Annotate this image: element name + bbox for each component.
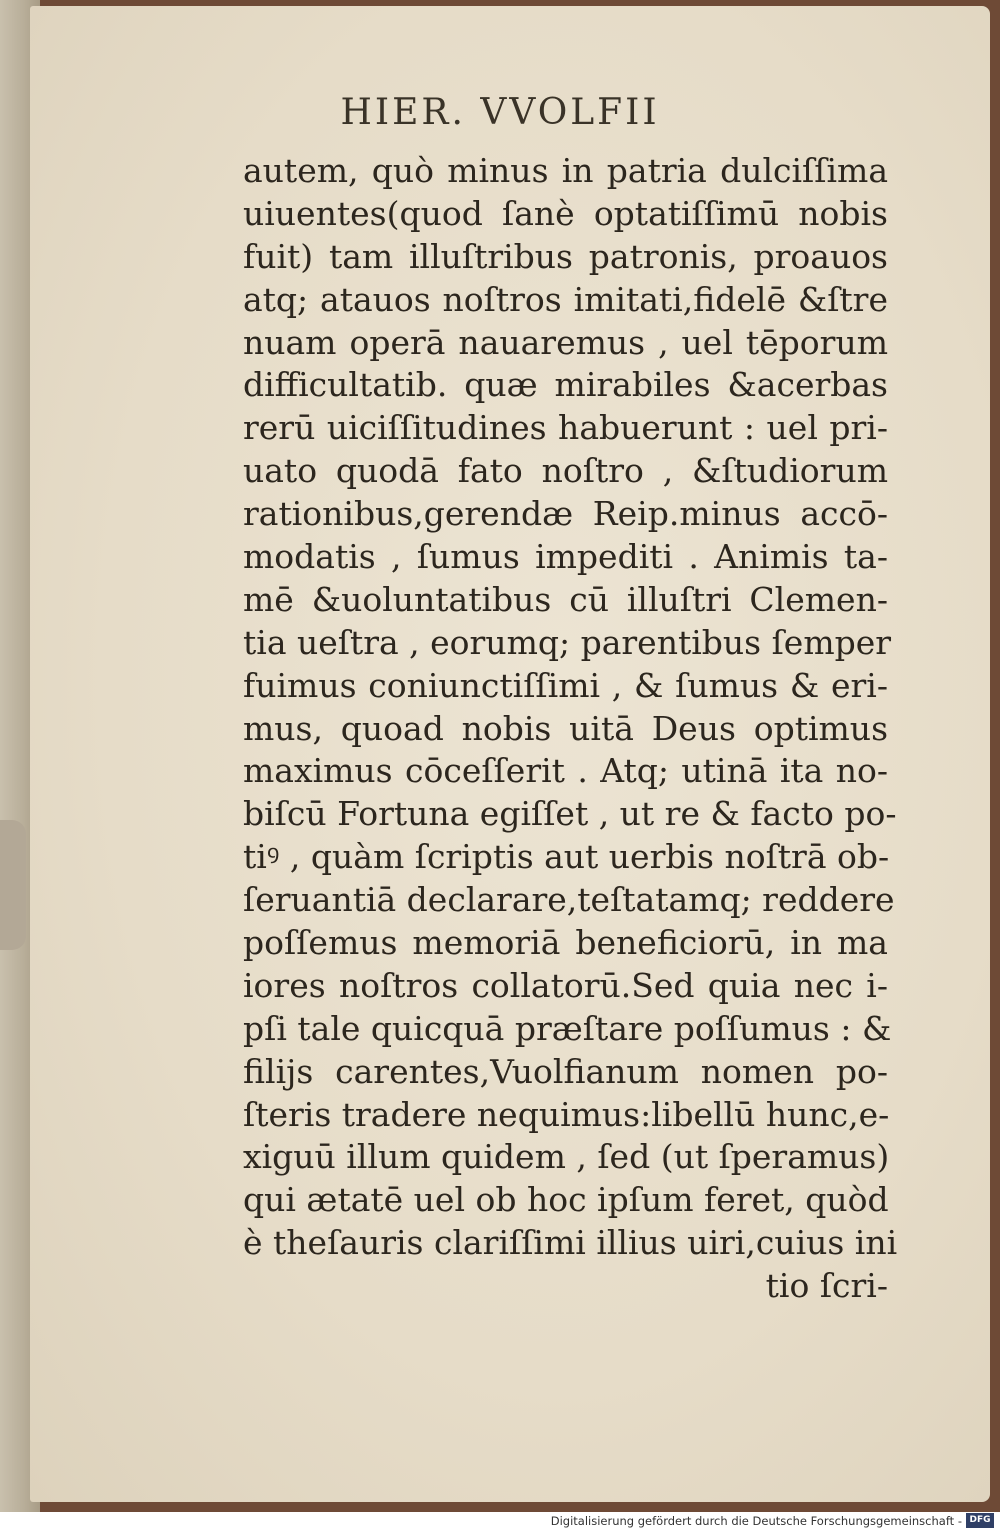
text-line: uiuentes(quod ſanè optatiſſimū nobis (243, 193, 888, 233)
text-line: fuimus coniunctiſſimi , & ſumus & eri- (243, 665, 888, 705)
text-line: mus, quoad nobis uitā Deus optimus (243, 708, 888, 748)
body-text (243, 150, 898, 1308)
text-line: nuam operā nauaremus , uel tēporum (243, 322, 888, 362)
text-line: mē &uoluntatibus cū illuſtri Clemen- (243, 579, 888, 619)
text-line: iores noſtros collatorū.Sed quia nec i- (243, 965, 888, 1005)
text-line: qui ætatē uel ob hoc ipſum feret, quòd (243, 1180, 889, 1220)
text-line: filijs carentes,Vuolfianum nomen po- (243, 1051, 888, 1091)
text-line: ſteris tradere nequimus:libellū hunc,e- (243, 1094, 890, 1134)
running-head: HIER. VVOLFII (340, 92, 660, 133)
text-line: autem, quò minus in patria dulciſſima (243, 151, 888, 190)
text-line: maximus cōceſſerit . Atq; utinā ita no- (243, 751, 888, 791)
text-line: ſeruantiā declarare,teſtatamq; reddere (243, 880, 895, 920)
footer-credit: Digitalisierung gefördert durch die Deutsche Forschungsgemeinschaft - (550, 1514, 962, 1528)
text-line: fuit) tam illuſtribus patronis, proauos (243, 236, 888, 276)
text-line: rerū uiciſſitudines habuerunt : uel pri- (243, 408, 888, 448)
text-line: uato quodā fato noſtro , &ſtudiorum (243, 451, 888, 491)
dfg-logo: DFG (966, 1513, 994, 1528)
catchword: tio ſcri- (765, 1266, 888, 1306)
text-line: tia ueſtra , eorumq; parentibus ſemper (243, 622, 892, 662)
text-line: rationibus,gerendæ Reip.minus accō- (243, 494, 888, 534)
text-line: tiꝰ , quàm ſcriptis aut uerbis noſtrā ob- (243, 837, 890, 877)
text-line: modatis , ſumus impediti . Animis ta- (243, 537, 888, 577)
page-tab-edge (0, 820, 26, 950)
text-line: atq; atauos noſtros imitati,fidelē &ſtre (243, 279, 888, 319)
text-line: è theſauris clariſſimi illius uiri,cuius ini (243, 1223, 898, 1263)
text-line: poſſemus memoriā beneficiorū, in ma (243, 923, 888, 963)
text-line: pſi tale quicquā præſtare poſſumus : & (243, 1008, 892, 1048)
text-line: difficultatib. quæ mirabiles &acerbas (243, 365, 888, 405)
text-line: xiguū illum quidem , ſed (ut ſperamus) (243, 1137, 890, 1177)
text-line: biſcū Fortuna egiſſet , ut re & facto po- (243, 794, 897, 834)
